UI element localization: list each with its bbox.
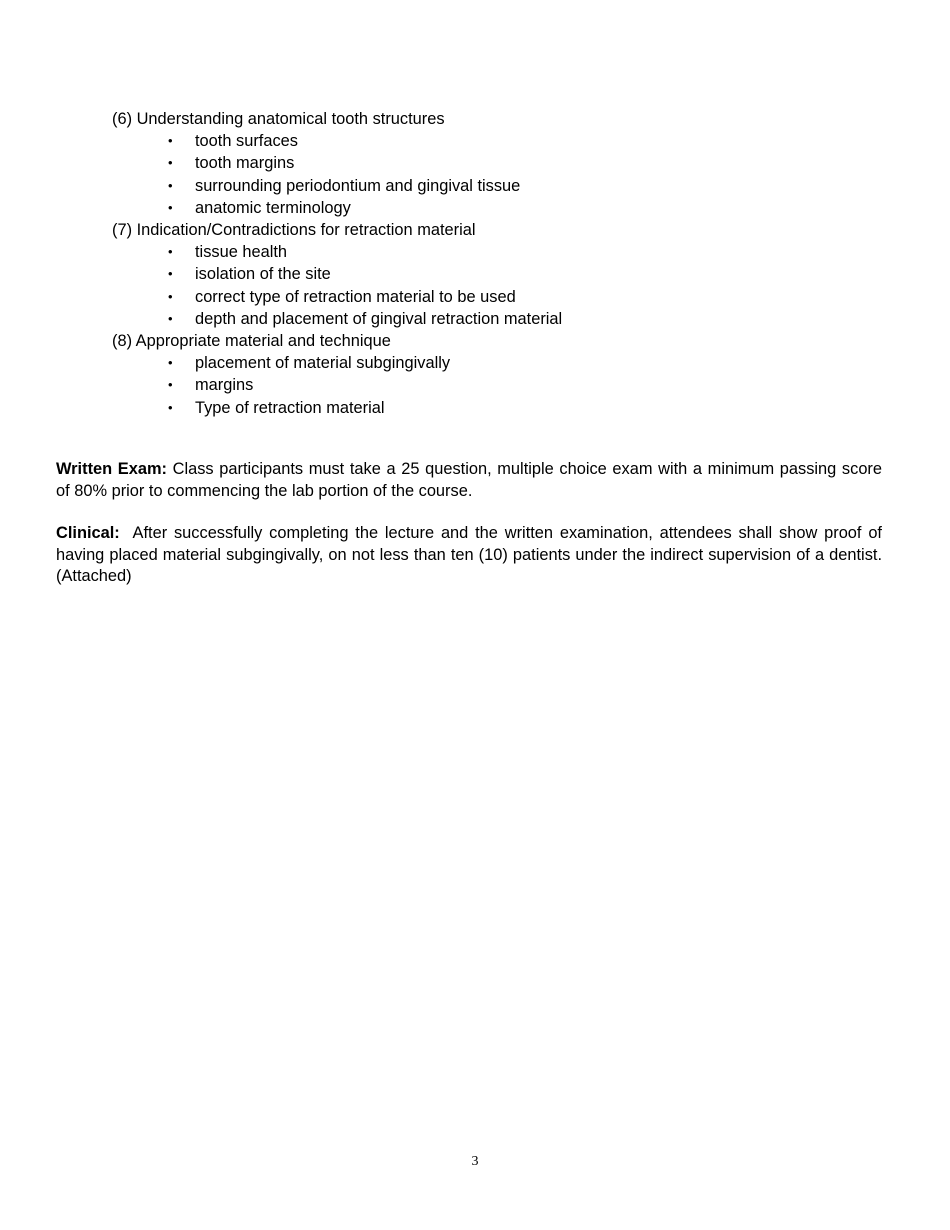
- list-item-text: margins: [195, 376, 254, 395]
- bullet-icon: •: [168, 199, 173, 215]
- bullet-icon: •: [168, 377, 173, 393]
- section-heading: (7) Indication/Contradictions for retraction material: [112, 221, 476, 240]
- bullet-icon: •: [168, 244, 173, 260]
- bullet-icon: •: [168, 177, 173, 193]
- outline-section-7: [112, 219, 872, 330]
- list-item: [168, 286, 872, 308]
- list-item-text: tissue health: [195, 243, 288, 262]
- list-item: [168, 308, 872, 330]
- bullet-list: [112, 352, 872, 419]
- written-exam-label: Written Exam:: [56, 460, 167, 478]
- list-item: [168, 197, 872, 219]
- course-outline: [112, 108, 872, 419]
- clinical-text: After successfully completing the lecture and the written examination, attendees shall show proof of having placed material subgingivally, on not less than ten (10) patients under the indirect supervision of a dentist. (Attached): [56, 524, 887, 585]
- bullet-list: [112, 130, 872, 219]
- page-number: 3: [471, 1154, 479, 1169]
- list-item: [168, 374, 872, 396]
- bullet-icon: •: [168, 133, 173, 149]
- list-item-text: anatomic terminology: [195, 198, 351, 217]
- list-item-text: placement of material subgingivally: [195, 354, 451, 373]
- list-item: [168, 352, 872, 374]
- list-item: [168, 241, 872, 263]
- list-item-text: tooth margins: [195, 154, 295, 173]
- list-item-text: isolation of the site: [195, 265, 331, 284]
- list-item: [168, 152, 872, 174]
- list-item: [168, 263, 872, 285]
- outline-section-6: [112, 108, 872, 219]
- list-item: [168, 175, 872, 197]
- outline-section-8: [112, 330, 872, 419]
- list-item: [168, 130, 872, 152]
- list-item-text: surrounding periodontium and gingival tissue: [195, 176, 521, 195]
- list-item-text: correct type of retraction material to be used: [195, 287, 516, 306]
- bullet-icon: •: [168, 266, 173, 282]
- section-heading: (6) Understanding anatomical tooth structures: [112, 110, 445, 128]
- written-exam-paragraph: [56, 459, 887, 502]
- bullet-icon: •: [168, 310, 173, 326]
- clinical-paragraph: [56, 523, 887, 588]
- bullet-icon: •: [168, 399, 173, 415]
- list-item-text: tooth surfaces: [195, 132, 298, 151]
- bullet-list: [112, 241, 872, 330]
- list-item-text: depth and placement of gingival retraction material: [195, 309, 563, 328]
- written-exam-text: Class participants must take a 25 question, multiple choice exam with a minimum passing score of 80% prior to commencing the lab portion of the course.: [56, 460, 887, 500]
- bullet-icon: •: [168, 355, 173, 371]
- bullet-icon: •: [168, 288, 173, 304]
- list-item-text: Type of retraction material: [195, 398, 385, 417]
- section-heading: (8) Appropriate material and technique: [112, 332, 391, 351]
- bullet-icon: •: [168, 155, 173, 171]
- clinical-label: Clinical:: [56, 524, 120, 542]
- list-item: [168, 397, 872, 419]
